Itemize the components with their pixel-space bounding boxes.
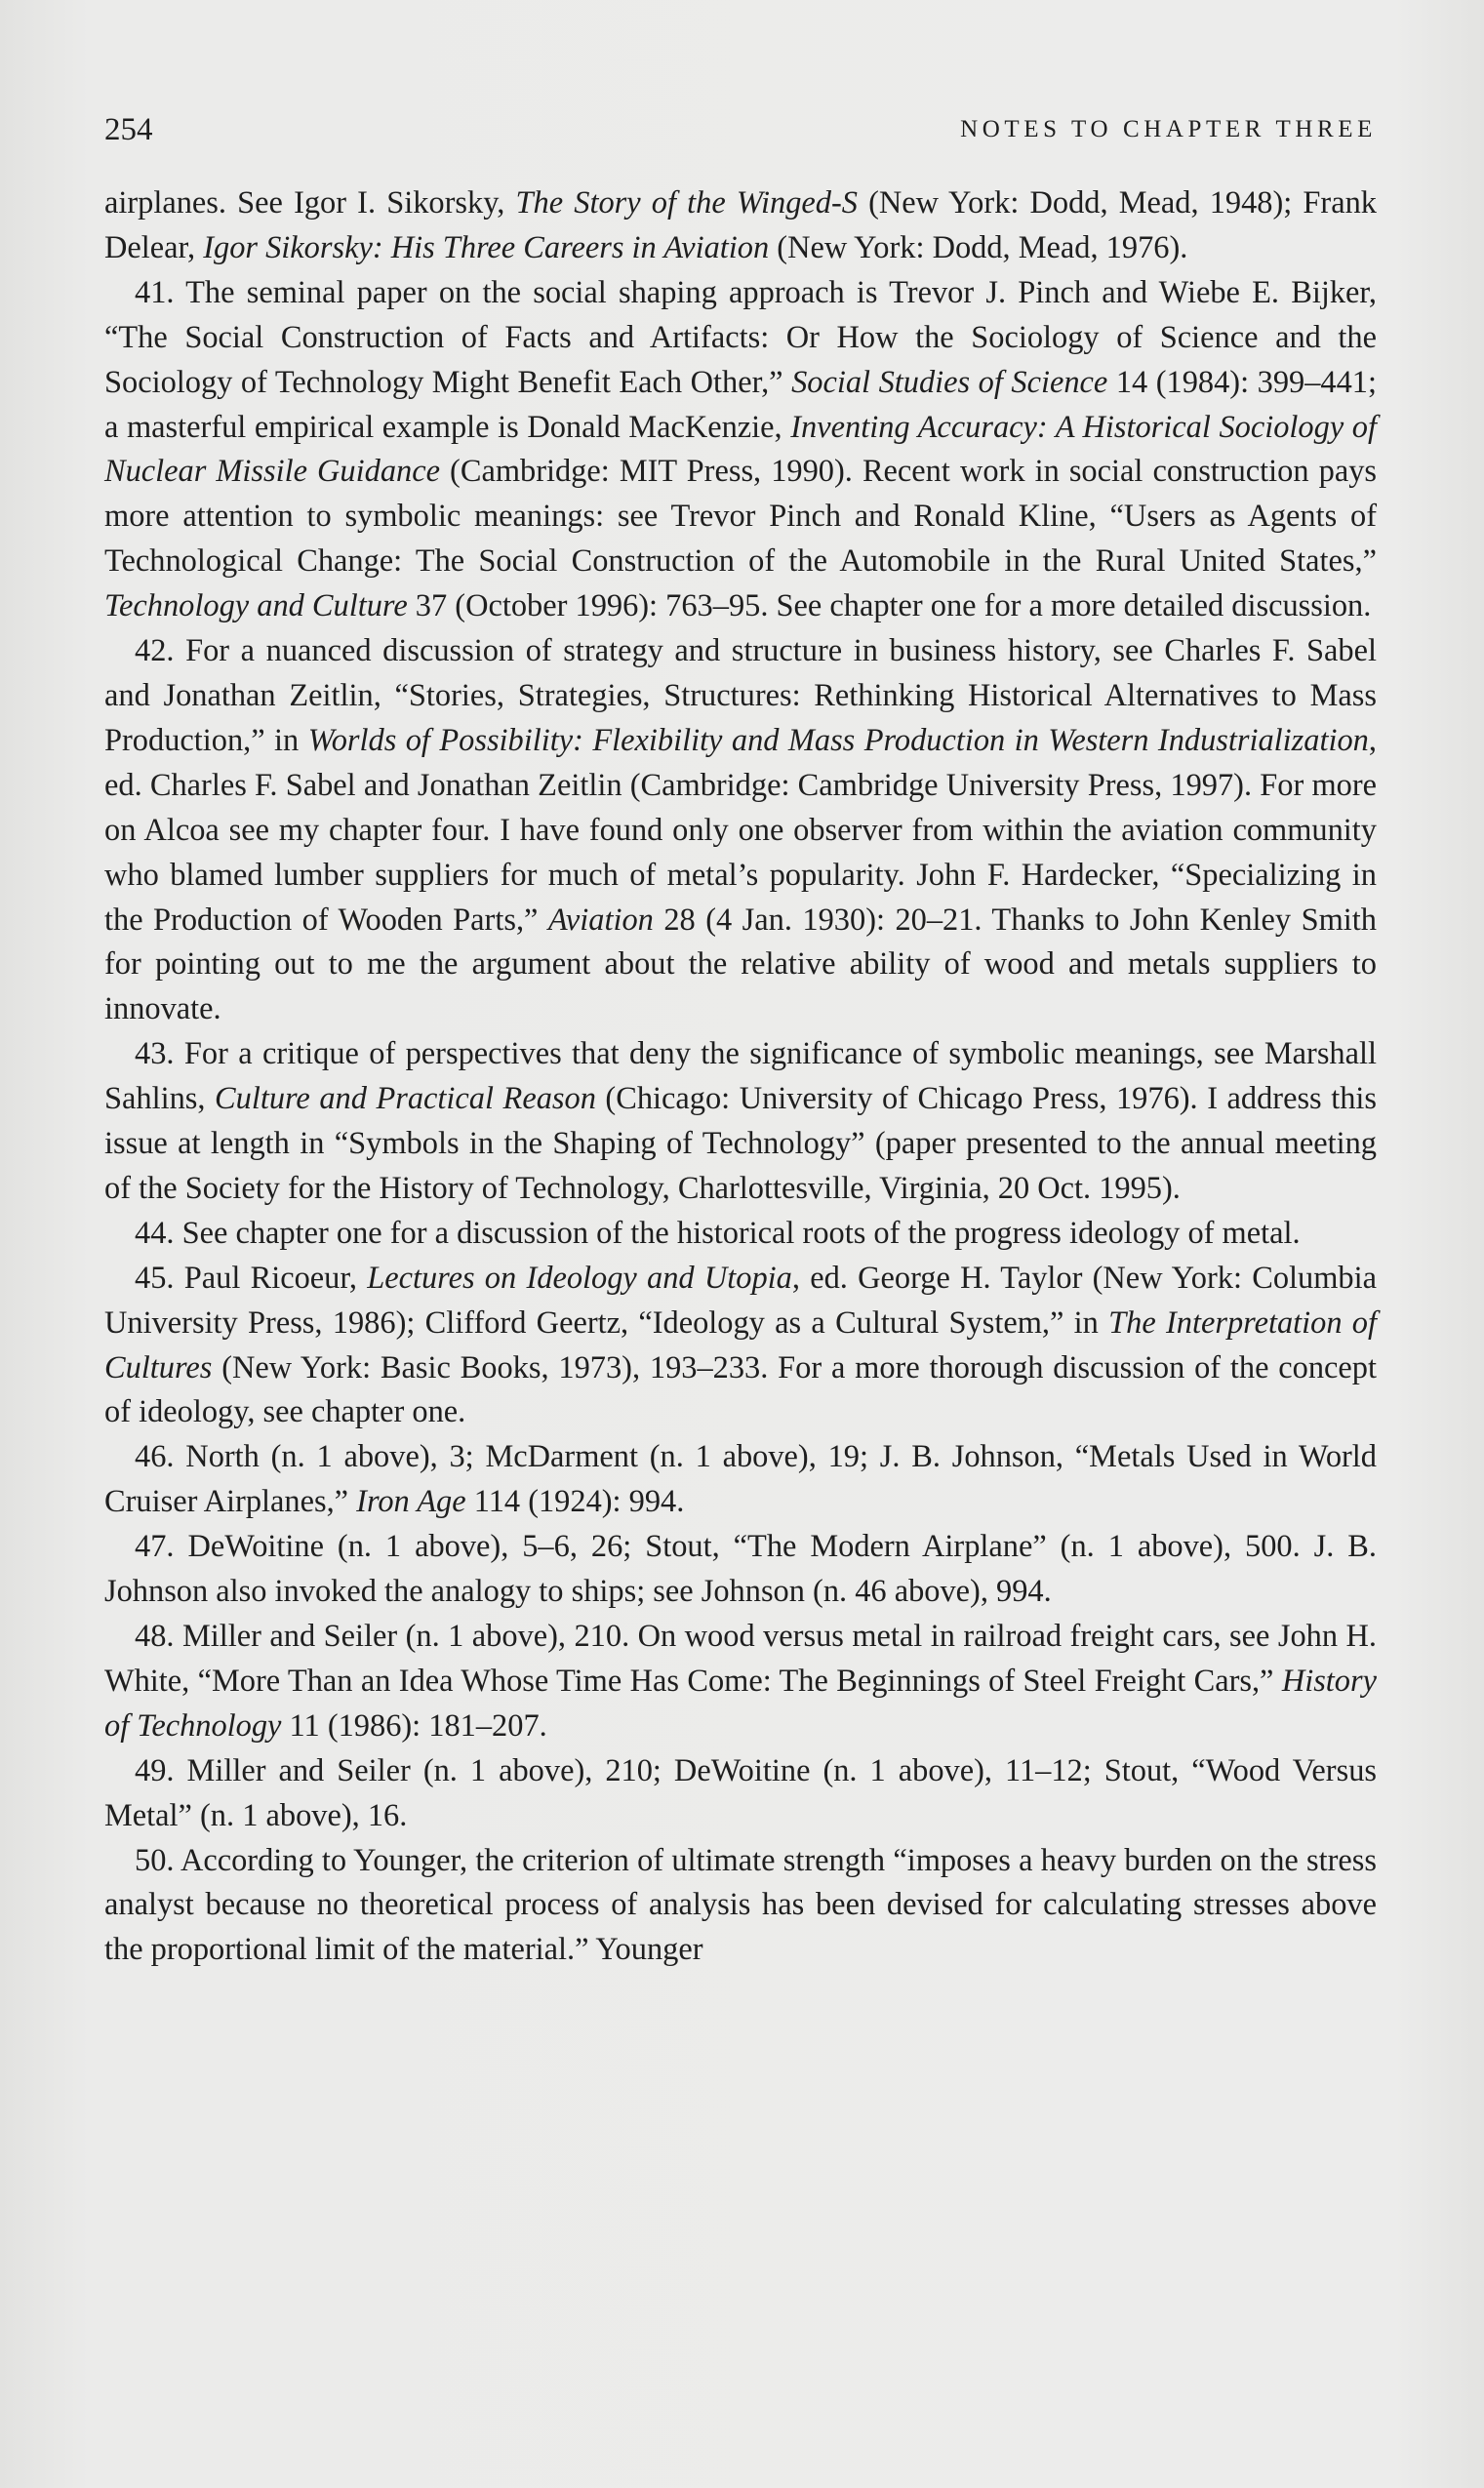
italic-title: Igor Sikorsky: His Three Careers in Aviation	[203, 229, 770, 265]
italic-title: Iron Age	[356, 1484, 466, 1520]
italic-title: The Interpretation of Cultures	[104, 1304, 1378, 1385]
italic-title: Inventing Accuracy: A Historical Sociology of Nuclear Missile Guidance	[104, 409, 1377, 490]
endnote-44	[104, 1212, 1377, 1257]
endnote-43	[104, 1032, 1377, 1212]
note-text: (Chicago: University of Chicago Press, 1976). I address this issue at length in “Symbols in the Shaping of Technology” (paper presented to the annual meeting of the Society for the History of Technology, Charlottesville, Virginia, 20 Oct. 1995).	[104, 1081, 1377, 1206]
page-number: 254	[104, 112, 153, 147]
italic-title: Social Studies of Science	[791, 364, 1108, 400]
endnote-47	[104, 1525, 1377, 1615]
endnote-number: 42.	[135, 633, 175, 669]
italic-title: Aviation	[547, 902, 654, 938]
endnote-number: 43.	[135, 1036, 175, 1072]
endnote-45	[104, 1257, 1377, 1436]
endnote-number: 50.	[135, 1842, 175, 1878]
italic-title: Culture and Practical Reason	[215, 1081, 596, 1117]
note-text: 114 (1924): 994.	[465, 1484, 685, 1520]
endnote-50	[104, 1839, 1377, 1974]
section-title: NOTES TO CHAPTER THREE	[960, 116, 1377, 142]
endnote-48	[104, 1615, 1377, 1749]
italic-title: Technology and Culture	[104, 588, 408, 624]
endnote-41	[104, 271, 1377, 629]
note-text: According to Younger, the criterion of ultimate strength “imposes a heavy burden on the stress analyst because no theoretical process of analysis has been devised for calculating stresses above the proportional limit of the material.” Younger	[104, 1842, 1377, 1968]
note-text: For a nuanced discussion of strategy and structure in business history, see Charles F. Sabel and Jonathan Zeitlin, “Stories, Strategies, Structures: Rethinking Historical Alternatives to Mass Production,” in	[104, 633, 1377, 758]
note-text: (New York: Dodd, Mead, 1976).	[769, 229, 1188, 265]
endnote-49	[104, 1749, 1377, 1839]
italic-title: Worlds of Possibility: Flexibility and Mass Production in Western Industrialization	[307, 722, 1369, 758]
note-text: , ed. Charles F. Sabel and Jonathan Zeitlin (Cambridge: Cambridge University Press, 1997). For more on Alcoa see my chapter four. I have found only one observer from within the aviation community who blamed lumber suppliers for much of metal’s popularity. John F. Hardecker, “Specializing in the Production of Wooden Parts,”	[104, 722, 1377, 938]
endnote-42	[104, 629, 1377, 1032]
note-text: North (n. 1 above), 3; McDarment (n. 1 above), 19; J. B. Johnson, “Metals Used in World Cruiser Airplanes,”	[104, 1439, 1377, 1520]
note-text: Miller and Seiler (n. 1 above), 210. On wood versus metal in railroad freight cars, see John H. White, “More Than an Idea Whose Time Has Come: The Beginnings of Steel Freight Cars,”	[104, 1619, 1377, 1699]
note-text: (New York: Basic Books, 1973), 193–233. For a more thorough discussion of the concept of ideology, see chapter one.	[104, 1349, 1377, 1430]
note-text: The seminal paper on the social shaping approach is Trevor J. Pinch and Wiebe E. Bijker, “The Social Construction of Facts and Artifacts: Or How the Sociology of Science and the Sociology of Technology Might Benefit Each Other,”	[104, 274, 1377, 400]
note-text: , ed. George H. Taylor (New York: Columbia University Press, 1986); Clifford Geertz, “Ideology as a Cultural System,” in	[104, 1260, 1377, 1341]
italic-title: Lectures on Ideology and Utopia	[367, 1260, 792, 1296]
endnote-continuation	[104, 181, 1377, 271]
italic-title: History of Technology	[104, 1663, 1377, 1744]
note-text: DeWoitine (n. 1 above), 5–6, 26; Stout, “The Modern Airplane” (n. 1 above), 500. J. B. Johnson also invoked the analogy to ships; see Johnson (n. 46 above), 994.	[104, 1529, 1377, 1610]
endnote-number: 45.	[135, 1260, 175, 1296]
note-text: Miller and Seiler (n. 1 above), 210; DeWoitine (n. 1 above), 11–12; Stout, “Wood Versus Metal” (n. 1 above), 16.	[104, 1752, 1377, 1833]
note-text: (New York: Dodd, Mead, 1948); Frank Delear,	[104, 185, 1377, 265]
note-text: See chapter one for a discussion of the historical roots of the progress ideology of metal.	[181, 1215, 1301, 1251]
note-text: 11 (1986): 181–207.	[281, 1707, 547, 1744]
note-text: Paul Ricoeur,	[183, 1260, 368, 1296]
endnote-number: 41.	[135, 274, 175, 310]
note-text: 37 (October 1996): 763–95. See chapter one for a more detailed discussion.	[407, 588, 1372, 624]
endnote-number: 47.	[135, 1529, 175, 1565]
italic-title: The Story of the Winged-S	[515, 185, 858, 221]
endnote-46	[104, 1435, 1377, 1525]
endnote-number: 44.	[135, 1215, 175, 1251]
running-head	[104, 105, 1377, 154]
endnotes-body	[104, 181, 1377, 1973]
note-text: 14 (1984): 399–441; a masterful empirical example is Donald MacKenzie,	[104, 364, 1377, 445]
note-text: (Cambridge: MIT Press, 1990). Recent work in social construction pays more attention to symbolic meanings: see Trevor Pinch and Ronald Kline, “Users as Agents of Technological Change: The Social Construction of the Automobile in the Rural United States,”	[104, 454, 1378, 580]
note-text: airplanes. See Igor I. Sikorsky,	[104, 185, 516, 221]
endnote-number: 46.	[135, 1439, 175, 1475]
note-text: 28 (4 Jan. 1930): 20–21. Thanks to John Kenley Smith for pointing out to me the argument about the relative ability of wood and metals suppliers to innovate.	[104, 902, 1377, 1027]
endnote-number: 48.	[135, 1619, 175, 1654]
note-text: For a critique of perspectives that deny the significance of symbolic meanings, see Marshall Sahlins,	[104, 1036, 1377, 1117]
endnote-number: 49.	[135, 1752, 175, 1788]
